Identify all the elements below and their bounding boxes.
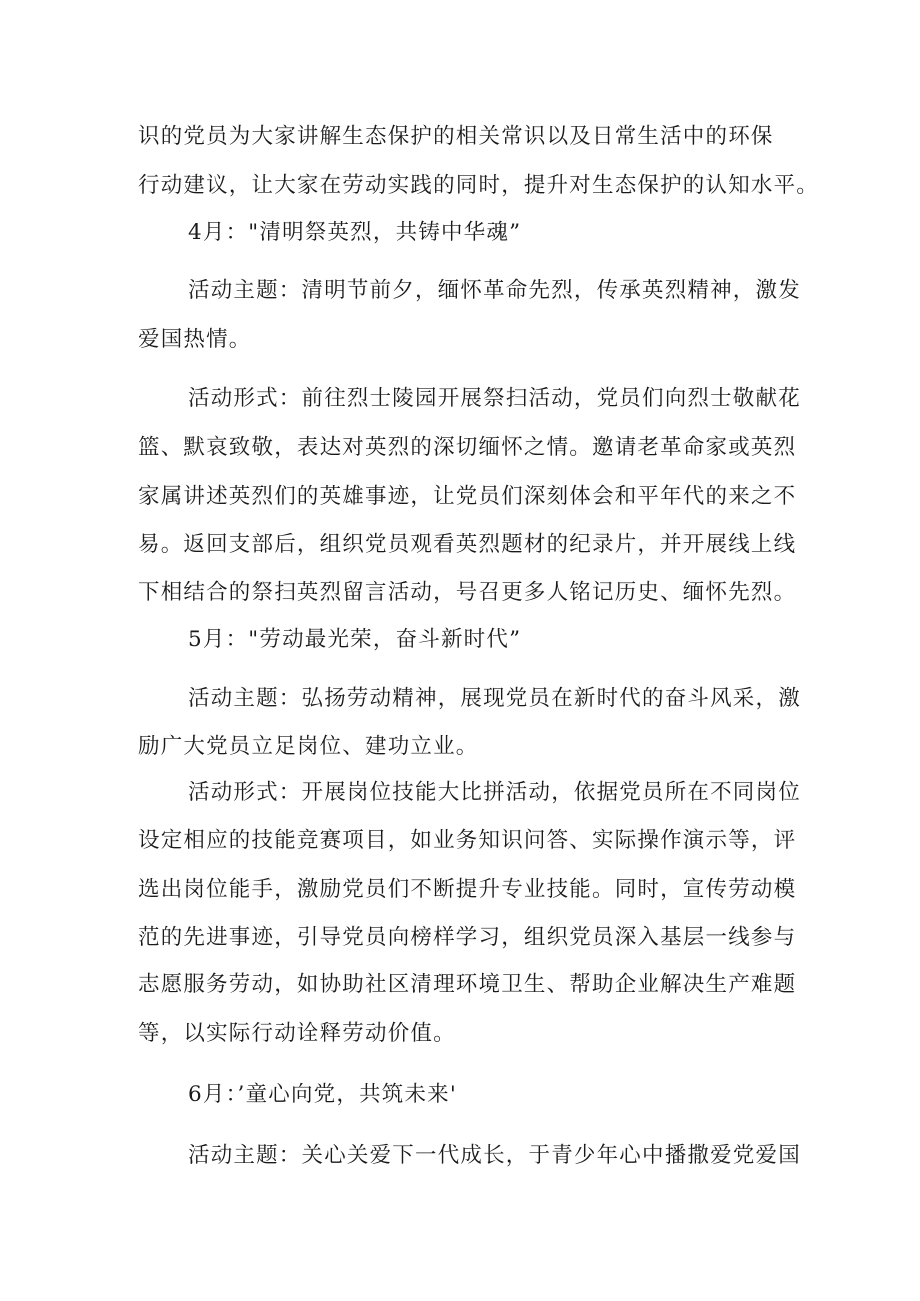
- paragraph-line: 范的先进事迹，引导党员向榜样学习，组织党员深入基层一线参与: [138, 925, 797, 950]
- paragraph-line: 励广大党员立足岗位、建功立业。: [138, 734, 479, 759]
- paragraph-line: 设定相应的技能竞赛项目，如业务知识问答、实际操作演示等，评: [138, 828, 797, 853]
- paragraph-line: 家属讲述英烈们的英雄事迹，让党员们深刻体会和平年代的来之不: [138, 484, 797, 509]
- section-heading-may: 5月："劳动最光荣，奋斗新时代”: [188, 627, 522, 652]
- paragraph-line: 选出岗位能手，激励党员们不断提升专业技能。同时，宣传劳动模: [138, 877, 797, 902]
- paragraph-line: 行动建议，让大家在劳动实践的同时，提升对生态保护的认知水平。: [138, 173, 820, 198]
- paragraph-line: 活动主题：弘扬劳动精神，展现党员在新时代的奋斗风采，激: [188, 686, 801, 711]
- paragraph-line: 下相结合的祭扫英烈留言活动，号召更多人铭记历史、缅怀先烈。: [138, 580, 797, 605]
- paragraph-line: 活动形式：开展岗位技能大比拼活动，依据党员所在不同岗位: [188, 780, 801, 805]
- paragraph-line: 易。返回支部后，组织党员观看英烈题材的纪录片，并开展线上线: [138, 532, 797, 557]
- paragraph-line: 篮、默哀致敬，表达对英烈的深切缅怀之情。邀请老革命家或英烈: [138, 435, 797, 460]
- paragraph-line: 志愿服务劳动，如协助社区清理环境卫生、帮助企业解决生产难题: [138, 972, 797, 997]
- section-heading-june: 6月：’童心向党，共筑未来': [188, 1082, 457, 1107]
- paragraph-line: 爱国热情。: [138, 327, 252, 352]
- paragraph-line: 识的党员为大家讲解生态保护的相关常识以及日常生活中的环保: [138, 124, 774, 149]
- section-heading-april: 4月："清明祭英烈，共铸中华魂”: [188, 220, 522, 245]
- paragraph-line: 活动形式：前往烈士陵园开展祭扫活动，党员们向烈士敬献花: [188, 386, 801, 411]
- paragraph-line: 活动主题：清明节前夕，缅怀革命先烈，传承英烈精神，激发: [188, 278, 801, 303]
- paragraph-line: 活动主题：关心关爱下一代成长，于青少年心中播撒爱党爱国: [188, 1143, 801, 1168]
- paragraph-line: 等，以实际行动诠释劳动价值。: [138, 1021, 456, 1046]
